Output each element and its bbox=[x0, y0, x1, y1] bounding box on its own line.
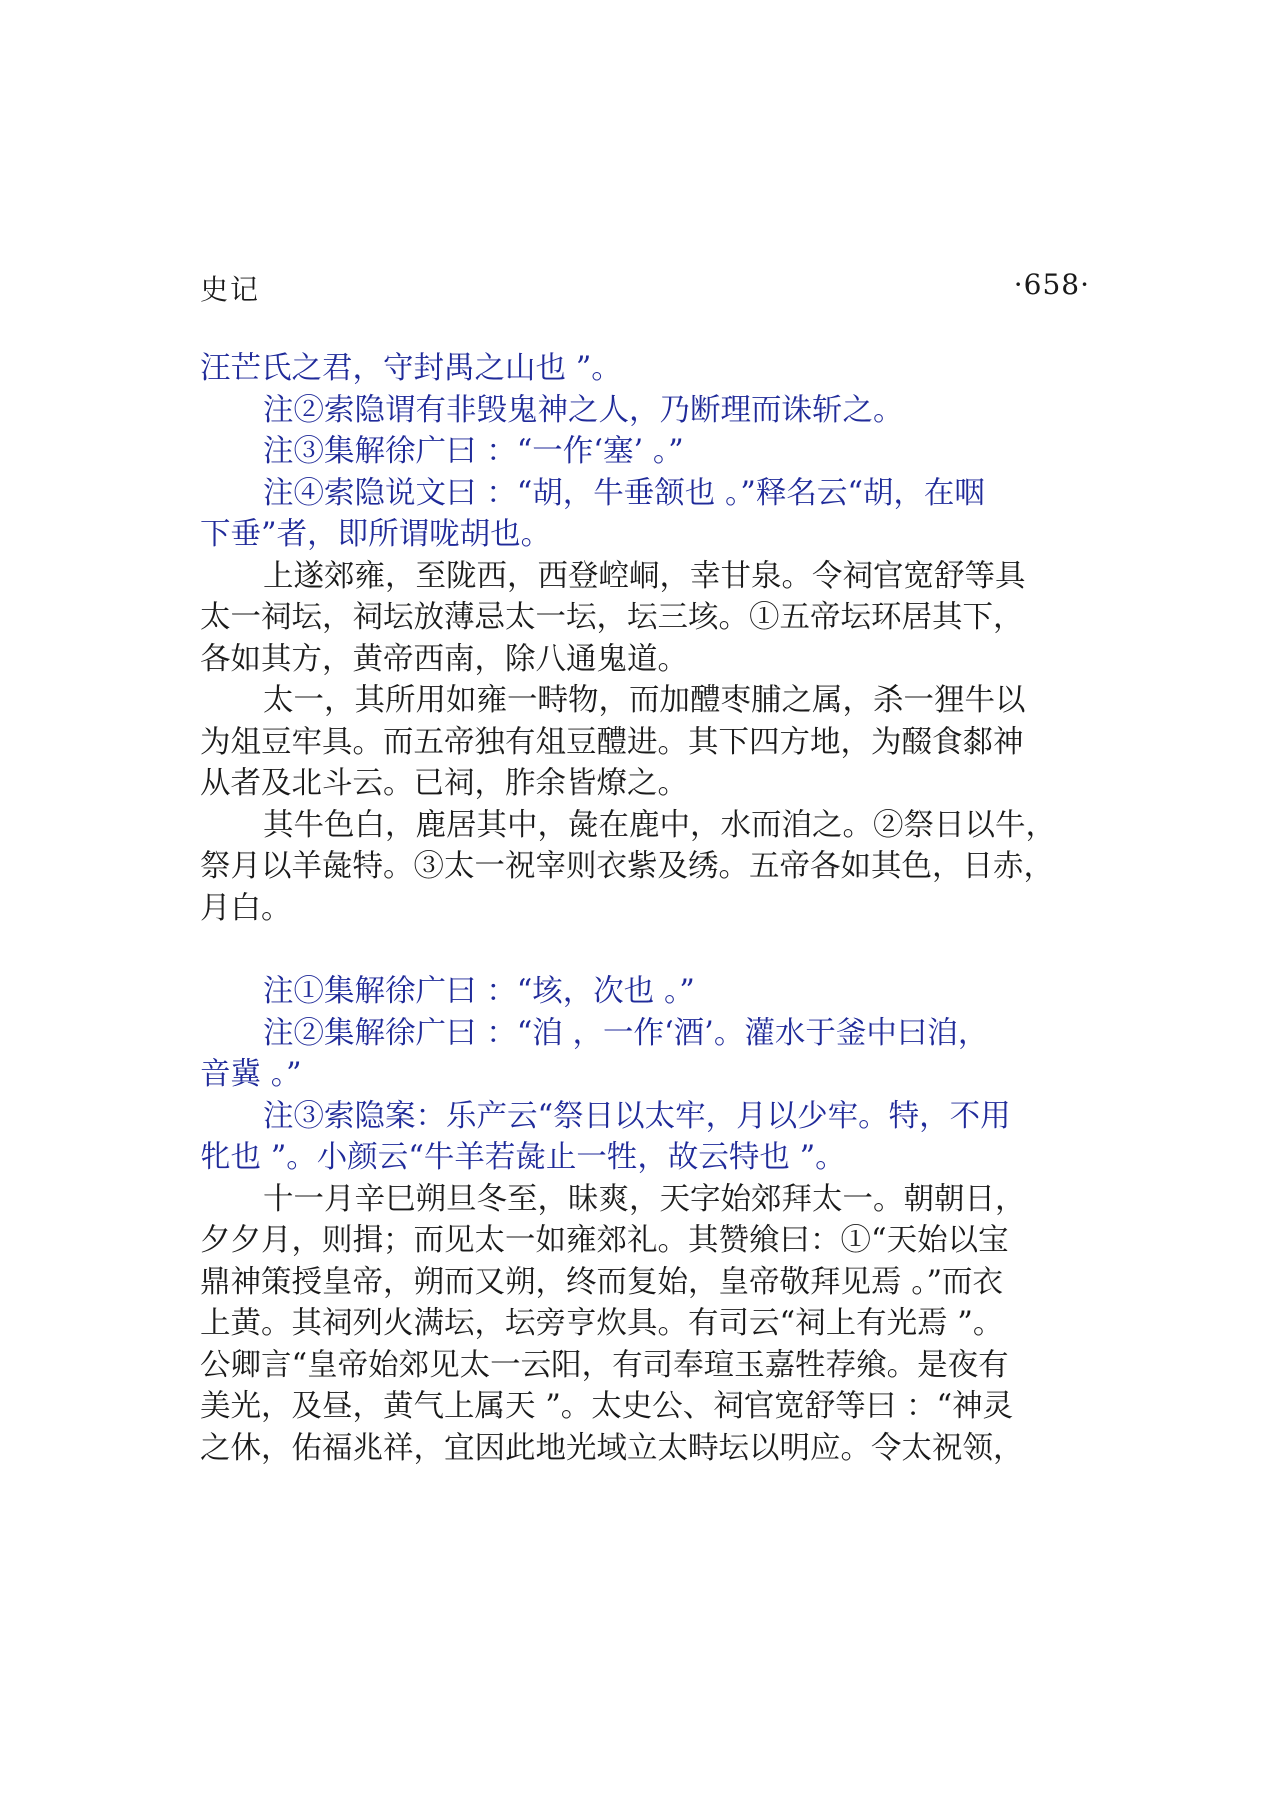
annotation-paragraph bbox=[200, 473, 1100, 556]
annotation-paragraph bbox=[200, 431, 1100, 473]
text-line: 夕夕月，则揖；而见太一如雍郊礼。其赞飨曰：①“天始以宝 bbox=[200, 1223, 1009, 1258]
annotation-paragraph bbox=[200, 971, 1100, 1013]
text-line: 十一月辛巳朔旦冬至，昧爽，天字始郊拜太一。朝朝日， bbox=[263, 1181, 1026, 1217]
text-line: 祭月以羊彘特。③太一祝宰则衣紫及绣。五帝各如其色，日赤， bbox=[200, 849, 1054, 884]
text-line: 其牛色白，鹿居其中，彘在鹿中，水而洎之。②祭日以牛， bbox=[263, 807, 1056, 843]
annotation-paragraph bbox=[200, 390, 1100, 432]
text-line: 为俎豆牢具。而五帝独有俎豆醴进。其下四方地，为醊食䣛神 bbox=[200, 724, 1024, 760]
page-body bbox=[200, 348, 1100, 1469]
text-line: 太一祠坛，祠坛放薄忌太一坛，坛三垓。①五帝坛环居其下， bbox=[200, 600, 1024, 635]
annotation-line: 注②索隐谓有非毁鬼神之人，乃断理而诛斩之。 bbox=[263, 392, 904, 428]
text-paragraph bbox=[200, 556, 1100, 681]
text-paragraph bbox=[200, 680, 1100, 805]
annotation-line: 牝也 ”。小颜云“牛羊若彘止一牲，故云特也 ”。 bbox=[200, 1140, 846, 1175]
section-gap bbox=[200, 929, 1100, 971]
annotation-line: 注②集解徐广曰 ：“洎 ，一作‘酒’。灌水于釜中曰洎， bbox=[263, 1015, 989, 1051]
annotation-line: 下垂”者，即所谓咙胡也。 bbox=[200, 517, 552, 552]
annotation-line: 注③集解徐广曰 ：“一作‘塞’ 。” bbox=[263, 434, 684, 469]
text-line: 美光，及昼，黄气上属天 ”。太史公、祠官宽舒等曰 ：“神灵 bbox=[200, 1389, 1014, 1424]
text-line: 上遂郊雍，至陇西，西登崆峒，幸甘泉。令祠官宽舒等具 bbox=[263, 558, 1026, 594]
annotation-paragraph bbox=[200, 348, 1100, 390]
text-line: 之休，佑福兆祥，宜因此地光域立太畤坛以明应。令太祝领， bbox=[200, 1430, 1024, 1466]
text-paragraph bbox=[200, 1179, 1100, 1470]
annotation-line: 注④索隐说文曰 ：“胡，牛垂颔也 。”释名云“胡，在咽 bbox=[263, 475, 985, 511]
text-line: 从者及北斗云。已祠，胙余皆燎之。 bbox=[200, 766, 688, 801]
page-number: ·658· bbox=[1013, 268, 1090, 301]
text-line: 太一，其所用如雍一畤物，而加醴枣脯之属，杀一狸牛以 bbox=[263, 683, 1026, 718]
text-line: 各如其方，黄帝西南，除八通鬼道。 bbox=[200, 641, 688, 677]
text-line: 公卿言“皇帝始郊见太一云阳，有司奉瑄玉嘉牲荐飨。是夜有 bbox=[200, 1347, 1009, 1383]
annotation-line: 汪芒氏之君，守封禺之山也 ”。 bbox=[200, 351, 622, 386]
annotation-line: 注③索隐案：乐产云“祭日以太牢，月以少牢。特，不用 bbox=[263, 1098, 1011, 1134]
annotation-line: 音冀 。” bbox=[200, 1057, 302, 1092]
text-line: 鼎神策授皇帝，朔而又朔，终而复始，皇帝敬拜见焉 。”而衣 bbox=[200, 1264, 1004, 1300]
annotation-line: 注①集解徐广曰 ：“垓，次也 。” bbox=[263, 974, 695, 1009]
running-title: 史记 bbox=[200, 273, 261, 306]
text-paragraph bbox=[200, 805, 1100, 930]
annotation-paragraph bbox=[200, 1096, 1100, 1179]
text-line: 月白。 bbox=[200, 890, 292, 926]
text-line: 上黄。其祠列火满坛，坛旁亨炊具。有司云“祠上有光焉 ”。 bbox=[200, 1306, 1004, 1341]
annotation-paragraph bbox=[200, 1013, 1100, 1096]
page-header bbox=[200, 268, 1090, 308]
